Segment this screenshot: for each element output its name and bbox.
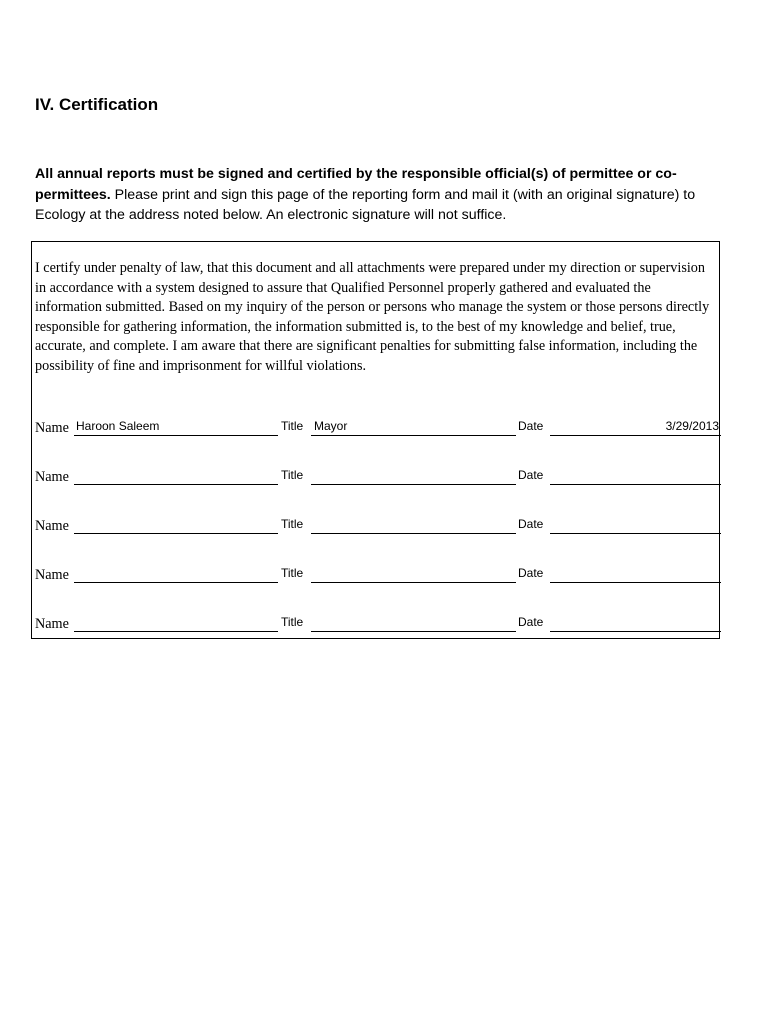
date-label: Date (518, 419, 544, 433)
section-title: IV. Certification (35, 95, 159, 114)
title-field[interactable] (311, 435, 516, 436)
title-field[interactable] (311, 533, 516, 534)
signature-row (32, 465, 721, 487)
title-label: Title (281, 517, 304, 531)
title-field[interactable] (311, 582, 516, 583)
name-field[interactable] (74, 484, 278, 485)
date-label: Date (518, 615, 544, 629)
date-field[interactable] (550, 484, 721, 485)
intro-regular-text: Please print and sign this page of the reporting form and mail it (with an original signature) to Ecology at the address noted below. An electronic signature will not suffice. (35, 186, 696, 223)
title-label: Title (281, 468, 304, 482)
date-field[interactable] (550, 582, 721, 583)
title-label: Title (281, 566, 304, 580)
signature-row (32, 416, 721, 438)
signature-row (32, 514, 721, 536)
name-label: Name (35, 420, 69, 436)
title-label: Title (281, 419, 304, 433)
intro-paragraph (35, 164, 725, 226)
date-field[interactable] (550, 631, 721, 632)
date-field[interactable] (550, 435, 721, 436)
name-value: Haroon Saleem (76, 419, 160, 433)
name-field[interactable] (74, 631, 278, 632)
date-field[interactable] (550, 533, 721, 534)
signature-row (32, 612, 721, 634)
name-field[interactable] (74, 435, 278, 436)
intro-bold-text: All annual reports must be signed and certified by the responsible official(s) of permittee or co-permittees. (35, 166, 677, 203)
date-label: Date (518, 468, 544, 482)
certification-box (31, 241, 720, 639)
name-field[interactable] (74, 582, 278, 583)
name-field[interactable] (74, 533, 278, 534)
certification-statement: I certify under penalty of law, that this document and all attachments were prepared under my direction or supervision in accordance with a system designed to assure that Qualified Personnel properly gathered and evaluated the information submitted. Based on my inquiry of the person or persons who manage the system or those persons directly responsible for gathering information, the information submitted is, to the best of my knowledge and belief, true, accurate, and complete. I am aware that there are significant penalties for submitting false information, including the possibility of fine and imprisonment for willful violations. (35, 260, 710, 374)
title-field[interactable] (311, 484, 516, 485)
date-label: Date (518, 517, 544, 531)
title-label: Title (281, 615, 304, 629)
name-label: Name (35, 469, 69, 485)
title-field[interactable] (311, 631, 516, 632)
name-label: Name (35, 567, 69, 583)
date-value: 3/29/2013 (665, 419, 719, 433)
name-label: Name (35, 518, 69, 534)
date-label: Date (518, 566, 544, 580)
signature-row (32, 563, 721, 585)
name-label: Name (35, 616, 69, 632)
title-value: Mayor (314, 419, 348, 433)
